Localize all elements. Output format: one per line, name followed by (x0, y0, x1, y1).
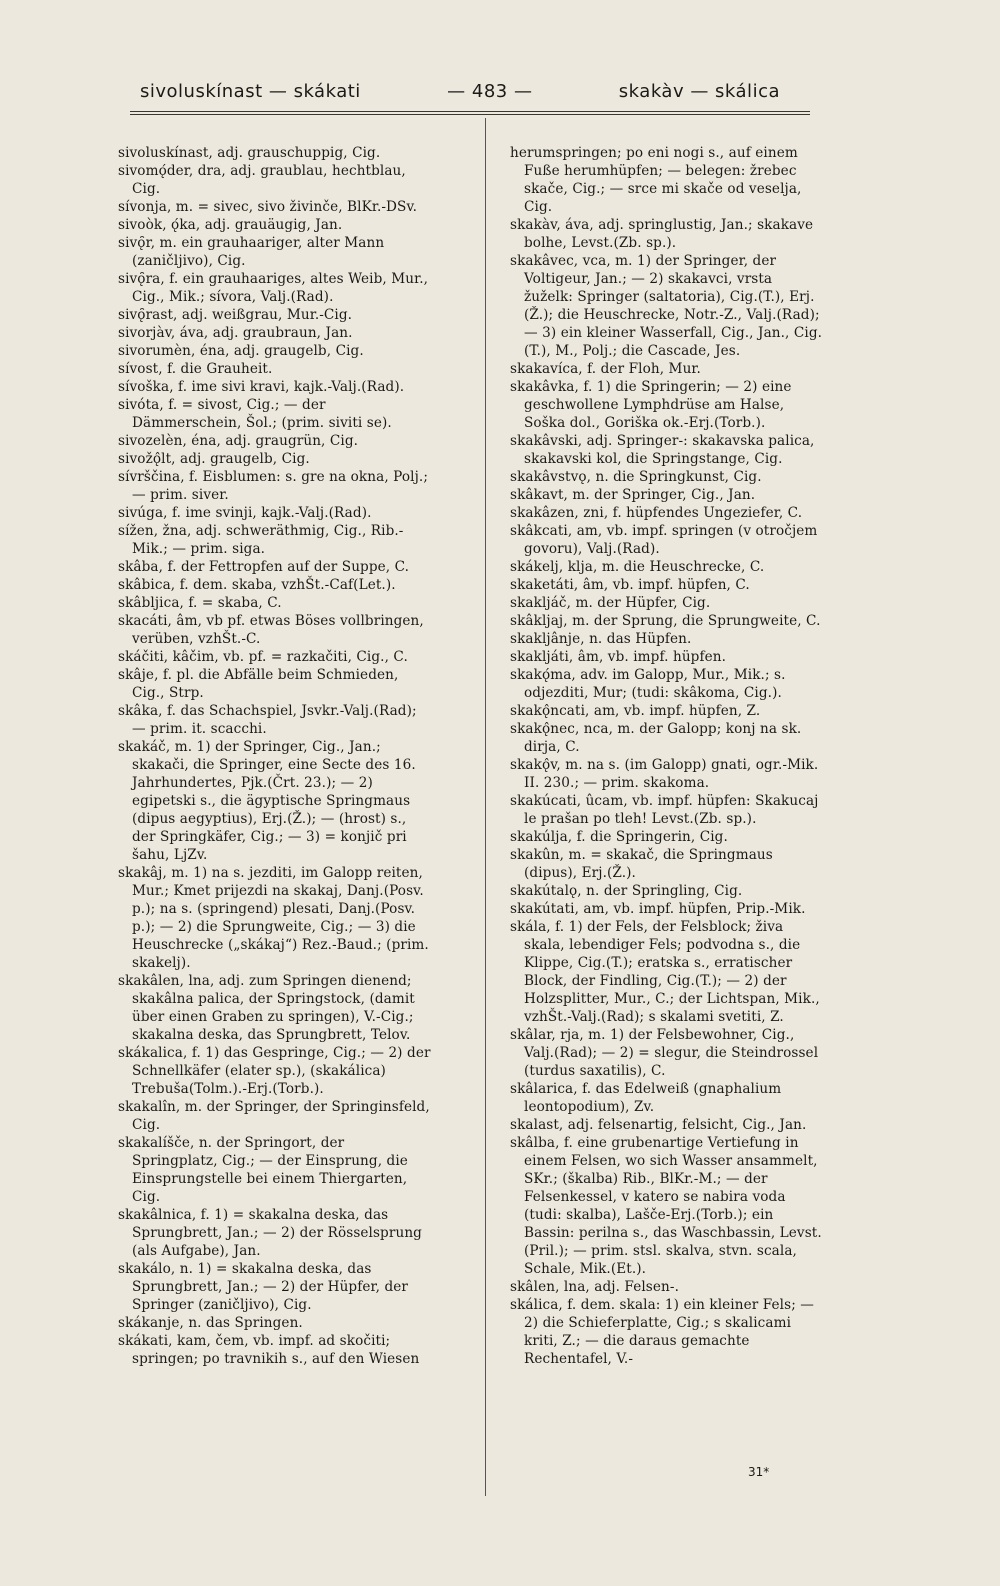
dictionary-entry: skakâvec, vca, m. 1) der Springer, der Voltigeur, Jan.; — 2) skakavci, vrsta žuželk: Springer (saltatoria), Cig.(T.), Erj.(Ž.); die Heuschrecke, Notr.-Z., Valj.(Rad); — 3) ein kleiner Wasserfall, Cig., Jan., Cig.(T.), M., Polj.; die Cascade, Jes. (510, 253, 823, 359)
dictionary-entry: sívonja, m. = sivec, sivo živinče, BlKr.-DSv. (118, 199, 418, 215)
dictionary-entry: skakǫ́ma, adv. im Galopp, Mur., Mik.; s. odjezditi, Mur; (tudi: skâkoma, Cig.). (510, 667, 786, 701)
dictionary-entry: skálica, f. dem. skala: 1) ein kleiner Fels; — 2) die Schieferplatte, Cig.; s skalicami kriti, Z.; — die daraus gemachte Rechentafel, V.- (510, 1297, 815, 1367)
dictionary-entry: sivǫ̑r, m. ein grauhaariger, alter Mann (zaničljivo), Cig. (118, 235, 385, 269)
page-header (140, 76, 780, 106)
dictionary-entry: skála, f. 1) der Fels, der Felsblock; živa skala, lebendiger Fels; podvodna s., die Klippe, Cig.(T.); eratska s., erratischer Block, der Findling, Cig.(T.); — 2) der Holzsplitter, Mur., C.; der Lichtspan, Mik., vzhŠt.-Valj.(Rad); s skalami svetiti, Z. (510, 919, 820, 1025)
dictionary-entry: sívost, f. die Grauheit. (118, 361, 273, 377)
dictionary-entry: skakútati, am, vb. impf. hüpfen, Prip.-Mik. (510, 901, 806, 917)
dictionary-entry: skâlen, lna, adj. Felsen-. (510, 1279, 679, 1295)
page-number: — 483 — (447, 80, 533, 102)
dictionary-entry: skakâzen, zni, f. hüpfendes Ungeziefer, C. (510, 505, 803, 521)
dictionary-entry: skakàv, áva, adj. springlustig, Jan.; skakave bolhe, Levst.(Zb. sp.). (510, 217, 814, 251)
dictionary-entry: skakǫ̂v, m. na s. (im Galopp) gnati, ogr.-Mik. II. 230.; — prim. skakoma. (510, 757, 819, 791)
dictionary-entry: skâkljaj, m. der Sprung, die Sprungweite, C. (510, 613, 821, 629)
dictionary-entry: skakûn, m. = skakač, die Springmaus (dipus), Erj.(Ž.). (510, 847, 773, 881)
column-divider (485, 118, 486, 1496)
header-rule-double (130, 114, 810, 115)
dictionary-entry: sivǫ̑rast, adj. weißgrau, Mur.-Cig. (118, 307, 353, 323)
signature-mark: 31* (748, 1465, 770, 1479)
right-column (510, 144, 825, 1368)
dictionary-entry: skâka, f. das Schachspiel, Jsvkr.-Valj.(Rad); — prim. it. scacchi. (118, 703, 417, 737)
dictionary-entry: skâkavt, m. der Springer, Cig., Jan. (510, 487, 756, 503)
dictionary-entry: skâbljica, f. = skaba, C. (118, 595, 282, 611)
dictionary-entry: sívoška, f. ime sivi kravi, kajk.-Valj.(Rad). (118, 379, 405, 395)
header-rule (130, 111, 810, 112)
dictionary-entry: skakǫ̂nec, nca, m. der Galopp; konj na sk. dirja, C. (510, 721, 802, 755)
dictionary-entry: skakâvstvǫ, n. die Springkunst, Cig. (510, 469, 762, 485)
dictionary-entry: skakljânje, n. das Hüpfen. (510, 631, 692, 647)
dictionary-entry: sivúga, f. ime svinji, kajk.-Valj.(Rad). (118, 505, 372, 521)
dictionary-entry: skákati, kam, čem, vb. impf. ad skočiti; springen; po travnikih s., auf den Wiesen (118, 1333, 420, 1367)
dictionary-entry: skaketáti, âm, vb. impf. hüpfen, C. (510, 577, 750, 593)
dictionary-entry: sivomǫ́der, dra, adj. graublau, hechtblau, Cig. (118, 163, 406, 197)
dictionary-entry: skakalîn, m. der Springer, der Springinsfeld, Cig. (118, 1099, 430, 1133)
dictionary-entry: skakavíca, f. der Floh, Mur. (510, 361, 701, 377)
dictionary-entry: skâlba, f. eine grubenartige Vertiefung in einem Felsen, wo sich Wasser ansammelt, SKr.; (škalba) Rib., BlKr.-M.; — der Felsenkessel, v katero se nabira voda (tudi: skalba), Lašče-Erj.(Torb.); ein Bassin: perilna s., das Waschbassin, Levst.(Pril.); — prim. stsl. skalva, stvn. scala, Schale, Mik.(Et.). (510, 1135, 822, 1277)
dictionary-entry: skákalica, f. 1) das Gespringe, Cig.; — 2) der Schnellkäfer (elater sp.), (skakálica) Trebuša(Tolm.).-Erj.(Torb.). (118, 1045, 431, 1097)
dictionary-entry: skakáč, m. 1) der Springer, Cig., Jan.; skakači, die Springer, eine Secte des 16. Jahrhundertes, Pjk.(Črt. 23.); — 2) egipetski s., die ägyptische Springmaus (dipus aegyptius), Erj.(Ž.); — (hrost) s., der Springkäfer, Cig.; — 3) = konjič pri šahu, LjZv. (118, 739, 416, 863)
dictionary-entry: skâkcati, am, vb. impf. springen (v otročjem govoru), Valj.(Rad). (510, 523, 818, 557)
dictionary-entry: sivoòk, ǫ́ka, adj. grauäugig, Jan. (118, 217, 343, 233)
dictionary-entry: skakútalǫ, n. der Springling, Cig. (510, 883, 743, 899)
left-column (118, 144, 433, 1368)
dictionary-entry: skakúlja, f. die Springerin, Cig. (510, 829, 728, 845)
dictionary-entry: skakljáti, âm, vb. impf. hüpfen. (510, 649, 727, 665)
dictionary-entry: skakúcati, ûcam, vb. impf. hüpfen: Skakucaj le prašan po tleh! Levst.(Zb. sp.). (510, 793, 819, 827)
dictionary-entry: skákelj, klja, m. die Heuschrecke, C. (510, 559, 765, 575)
dictionary-entry: skákanje, n. das Springen. (118, 1315, 303, 1331)
dictionary-entry: skakâvka, f. 1) die Springerin; — 2) eine geschwollene Lymphdrüse am Halse, Soška dol., Goriška ok.-Erj.(Torb.). (510, 379, 792, 431)
dictionary-entry: skáčiti, kâčim, vb. pf. = razkačiti, Cig., C. (118, 649, 408, 665)
header-left-guideword: sivoluskínast — skákati (140, 80, 361, 102)
dictionary-entry: sivorjàv, áva, adj. graubraun, Jan. (118, 325, 353, 341)
dictionary-entry: skâba, f. der Fettropfen auf der Suppe, C. (118, 559, 410, 575)
dictionary-entry: skakâvski, adj. Springer-: skakavska palica, skakavski kol, die Springstange, Cig. (510, 433, 815, 467)
dictionary-entry: skakâlen, lna, adj. zum Springen dienend; skakâlna palica, der Springstock, (damit über einen Graben zu springen), V.-Cig.; skakalna deska, das Sprungbrett, Telov. (118, 973, 415, 1043)
dictionary-entry: skakâlnica, f. 1) = skakalna deska, das Sprungbrett, Jan.; — 2) der Rösselsprung (als Aufgabe), Jan. (118, 1207, 422, 1259)
dictionary-entry: sivóta, f. = sivost, Cig.; — der Dämmerschein, Šol.; (prim. siviti se). (118, 397, 392, 431)
dictionary-entry: skâje, f. pl. die Abfälle beim Schmieden, Cig., Strp. (118, 667, 399, 701)
dictionary-entry: sivoluskínast, adj. grauschuppig, Cig. (118, 145, 381, 161)
dictionary-entry: skakǫ̂ncati, am, vb. impf. hüpfen, Z. (510, 703, 761, 719)
dictionary-entry: herumspringen; po eni nogi s., auf einem Fuße herumhüpfen; — belegen: žrebec skače, Cig.; — srce mi skače od veselja, Cig. (510, 145, 802, 215)
dictionary-entry: skakâj, m. 1) na s. jezditi, im Galopp reiten, Mur.; Kmet prijezdi na skakaj, Danj.(Posv. p.); na s. (springend) plesati, Danj.(Posv. p.); — 2) die Sprungweite, Cig.; — 3) die Heuschrecke („skákaj“) Rez.-Baud.; (prim. skakelj). (118, 865, 429, 971)
dictionary-entry: skâlarica, f. das Edelweiß (gnaphalium leontopodium), Zv. (510, 1081, 782, 1115)
dictionary-entry: sížen, žna, adj. schweräthmig, Cig., Rib.-Mik.; — prim. siga. (118, 523, 404, 557)
dictionary-entry: skacáti, âm, vb pf. etwas Böses vollbringen, verüben, vzhŠt.-C. (118, 613, 424, 647)
dictionary-entry: sivǫ̑ra, f. ein grauhaariges, altes Weib, Mur., Cig., Mik.; sívora, Valj.(Rad). (118, 271, 429, 305)
dictionary-entry: skakljáč, m. der Hüpfer, Cig. (510, 595, 711, 611)
dictionary-entry: skakálo, n. 1) = skakalna deska, das Sprungbrett, Jan.; — 2) der Hüpfer, der Springer (zaničljivo), Cig. (118, 1261, 408, 1313)
dictionary-entry: sivozelèn, éna, adj. graugrün, Cig. (118, 433, 359, 449)
dictionary-entry: skakalíšče, n. der Springort, der Springplatz, Cig.; — der Einsprung, die Einsprungstelle bei einem Thiergarten, Cig. (118, 1135, 408, 1205)
dictionary-entry: sivožǫ̂lt, adj. graugelb, Cig. (118, 451, 310, 467)
dictionary-entry: skâlar, rja, m. 1) der Felsbewohner, Cig., Valj.(Rad); — 2) = slegur, die Steindrossel (turdus saxatilis), C. (510, 1027, 819, 1079)
dictionary-entry: skâbica, f. dem. skaba, vzhŠt.-Caf(Let.). (118, 577, 396, 593)
dictionary-entry: skalast, adj. felsenartig, felsicht, Cig., Jan. (510, 1117, 807, 1133)
dictionary-entry: sívrščina, f. Eisblumen: s. gre na okna, Polj.; — prim. siver. (118, 469, 429, 503)
header-right-guideword: skakàv — skálica (618, 80, 780, 102)
dictionary-entry: sivorumèn, éna, adj. graugelb, Cig. (118, 343, 364, 359)
